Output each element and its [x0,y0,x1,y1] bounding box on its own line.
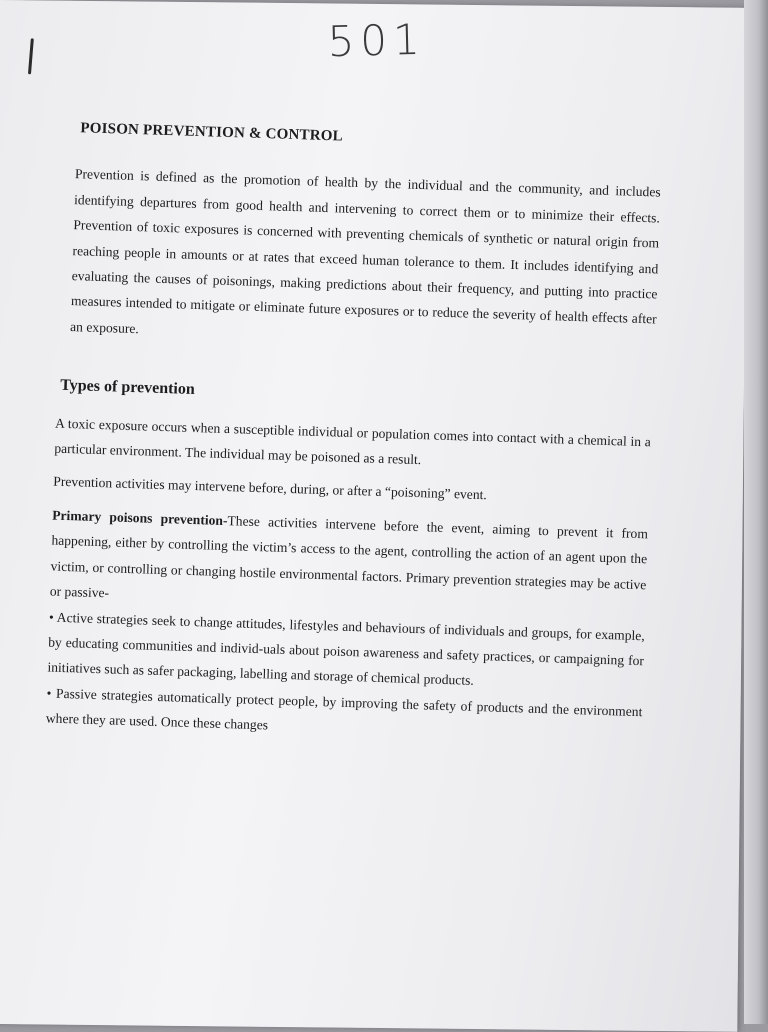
primary-prevention-lead: Primary poisons prevention- [52,507,228,528]
intro-paragraph: Prevention is defined as the promotion of health by the individual and the community, and includes identifying departures from good health and intervening to correct them or to minimize their effects. Prevention of toxic exposures is concerned with preventing chemicals of synthetic or natural origin from reaching people in amounts or at rates that exceed human tolerance to them. It includes identifying and evaluating the causes of poisonings, making predictions about their frequency, and putting into practice measures intended to mitigate or eliminate future exposures or to reduce the severity of health effects after an exposure. [69,166,661,337]
passive-strategies-bullet: • Passive strategies automatically protect people, by improving the safety of products and the environment where they are used. Once these changes [45,685,643,733]
handwritten-page-number: 501 [327,14,427,67]
document-title: POISON PREVENTION & CONTROL [80,120,344,145]
activities-paragraph: Prevention activities may intervene before, during, or after a “poisoning” event. [53,474,488,503]
primary-prevention-paragraph [45,502,648,749]
page-edge [744,0,768,1024]
active-strategies-bullet: • Active strategies seek to change attitudes, lifestyles and behaviours of individuals and groups, for example, by educating communities and individ-uals about poison awareness and safety practices, or campaigning for initiatives such as safer packaging, labelling and storage of chemical products. [47,609,645,689]
primary-prevention-text: These activities intervene before the event, aiming to prevent it from happening, either by controlling the victim’s access to the agent, controlling the action of an agent upon the victim, or controlling or changing hostile environmental factors. Primary prevention strategies may be active or passive- [49,512,649,601]
pen-mark [28,38,34,74]
document-body [41,116,660,758]
exposure-paragraph: A toxic exposure occurs when a susceptible individual or population comes into contact with a chemical in a particular environment. The individual may be poisoned as a result. [54,415,652,468]
section-heading: Types of prevention [60,377,196,399]
